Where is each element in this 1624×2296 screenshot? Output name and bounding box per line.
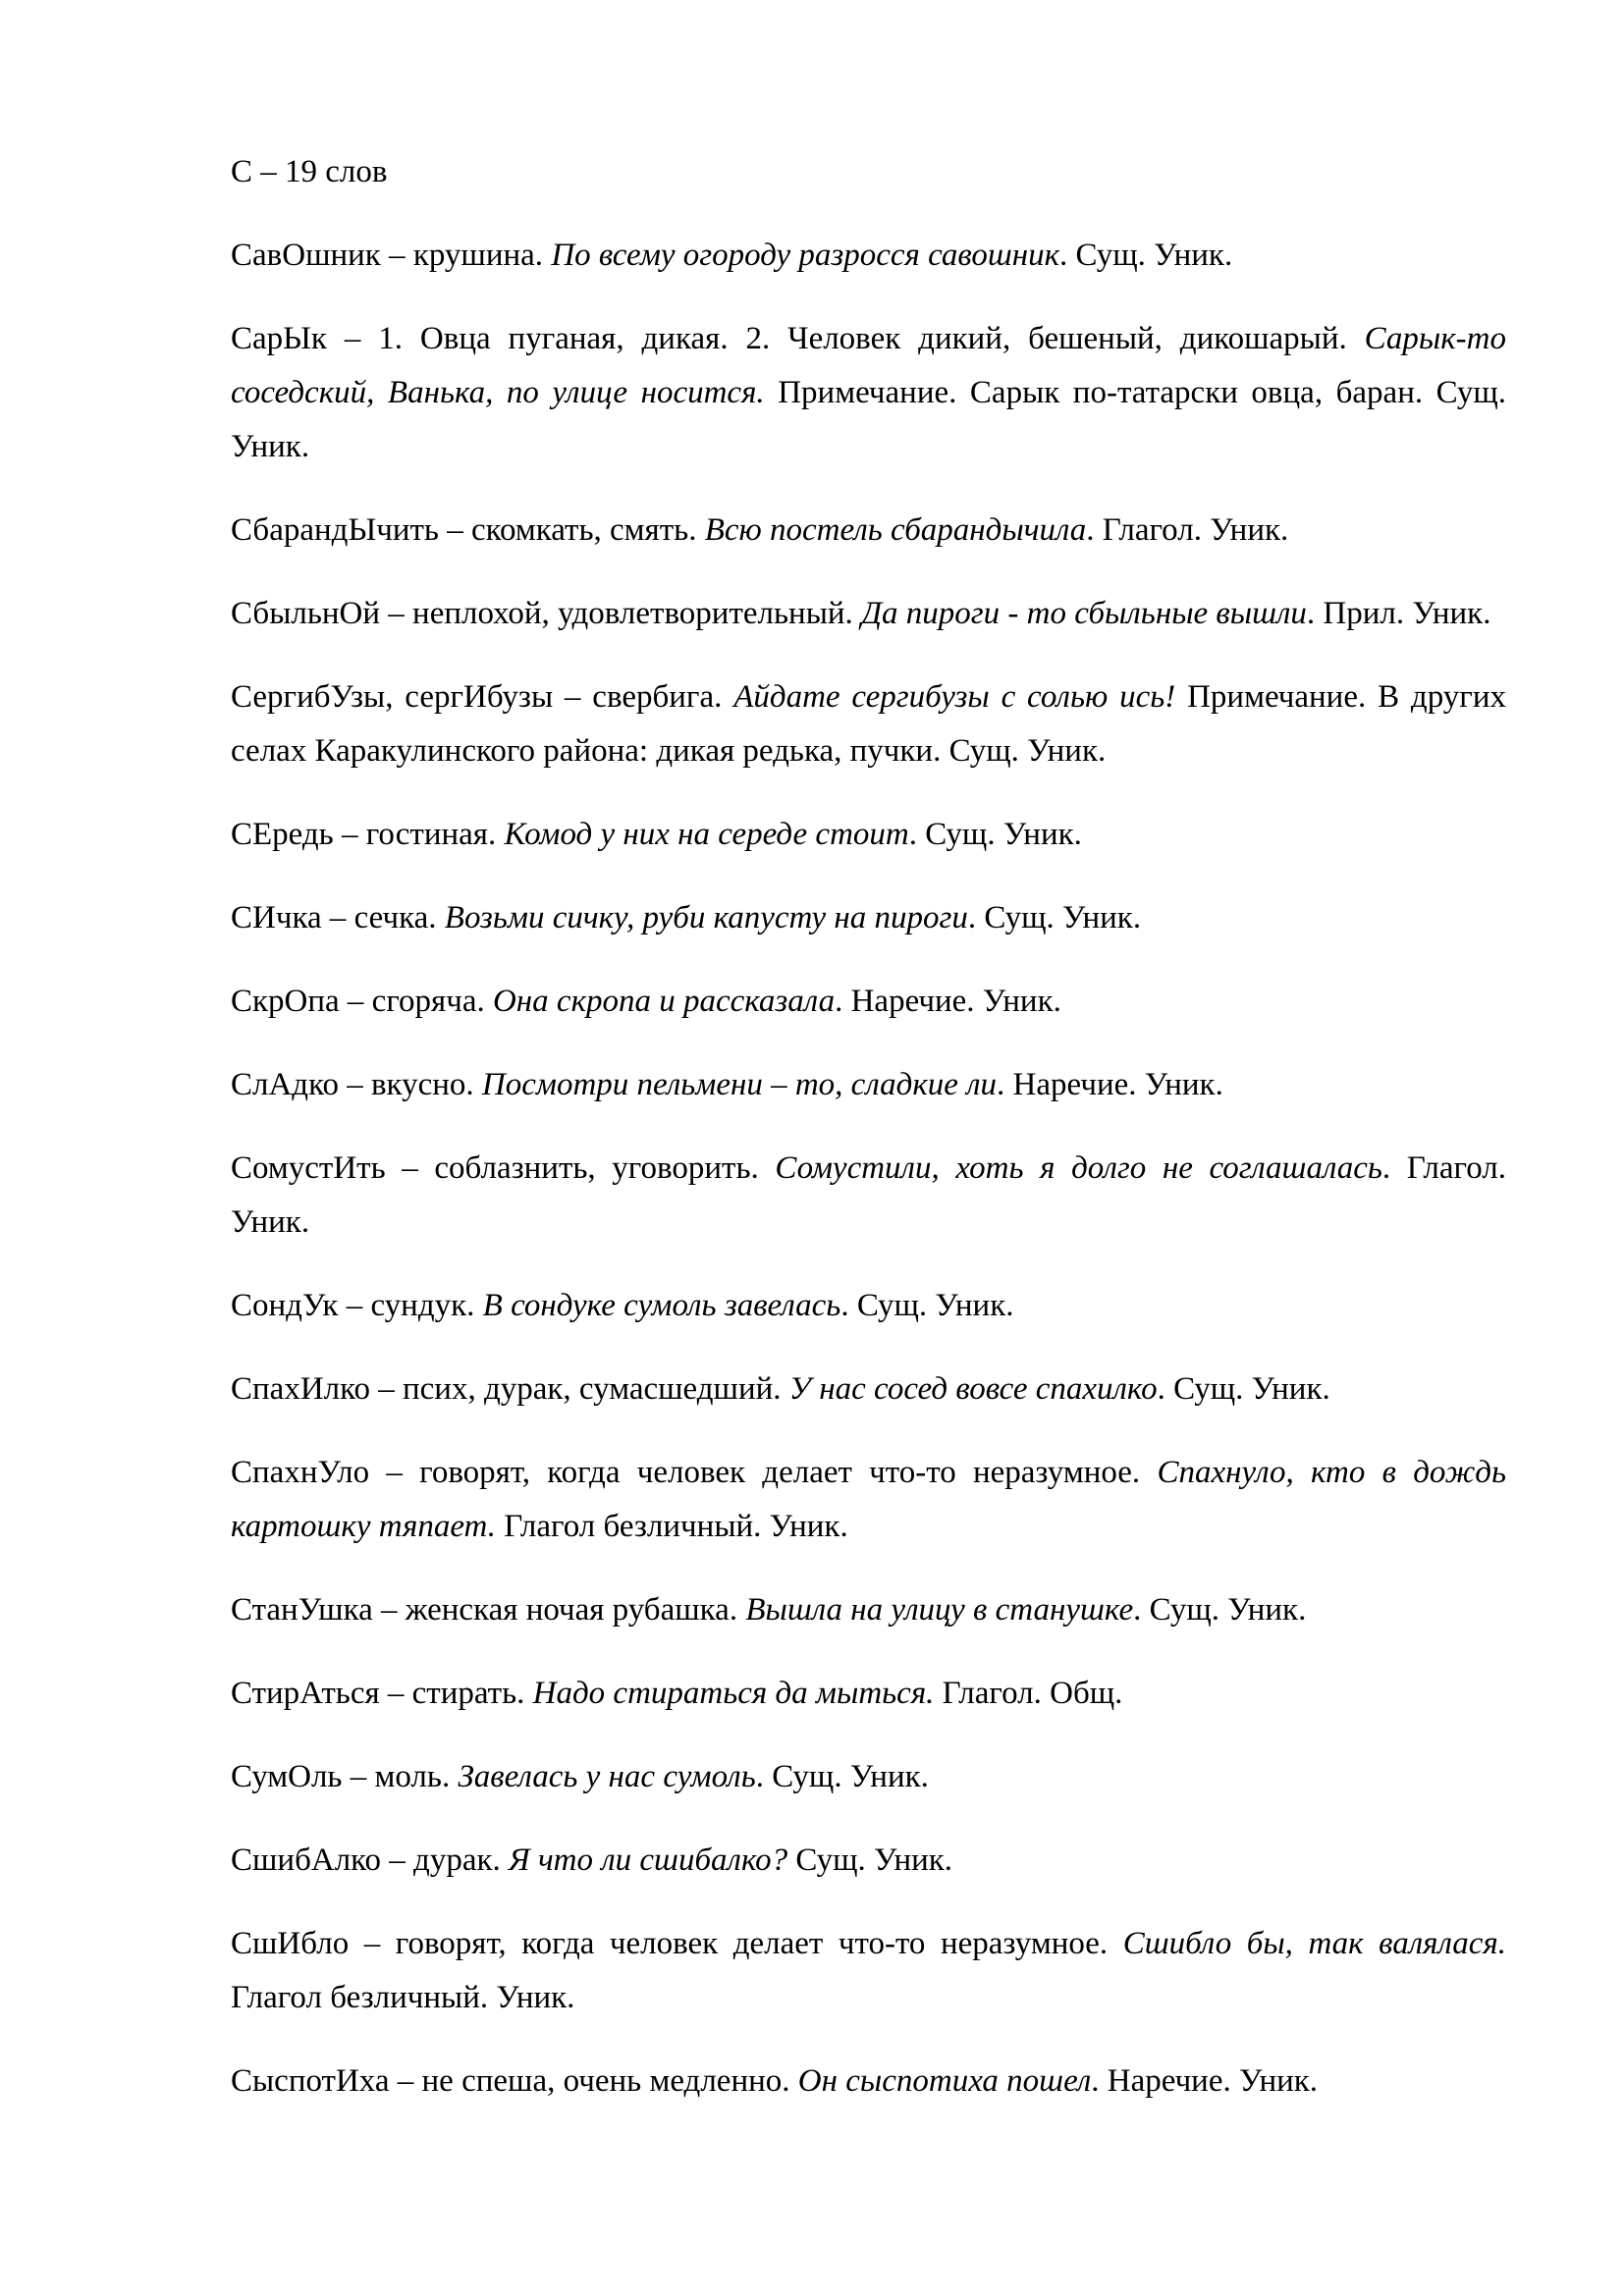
dictionary-entry (231, 1750, 1506, 1804)
entry-text: СергибУзы, сергИбузы – свербига. (231, 679, 734, 715)
entry-text: . Сущ. Уник. (755, 1759, 929, 1794)
entry-text: . Сущ. Уник. (967, 900, 1142, 935)
entry-text: СпахИлко – псих, дурак, сумасшедший. (231, 1371, 789, 1407)
entry-example-italic: Айдате сергибузы с солью ись! (733, 679, 1176, 715)
entry-text: СавОшник – крушина. (231, 238, 552, 273)
entry-example-italic: Да пироги - то сбыльные вышли (861, 596, 1307, 631)
entry-text: СтирАться – стирать. (231, 1676, 533, 1711)
entry-text: СИчка – сечка. (231, 900, 445, 935)
entry-example-italic: Сомустили, хоть я долго не соглашалась (775, 1150, 1382, 1186)
dictionary-entry (231, 1667, 1506, 1721)
entry-text: СшибАлко – дурак. (231, 1842, 509, 1878)
entry-text: Глагол безличный. Уник. (496, 1509, 848, 1544)
entry-example-italic: По всему огороду разросся савошник (551, 238, 1060, 273)
entry-text: . Глагол. Уник. (1086, 512, 1289, 548)
entry-text: . Наречие. Уник. (1091, 2063, 1319, 2099)
entry-text: Глагол. Общ. (934, 1676, 1123, 1711)
entry-text: СЕредь – гостиная. (231, 817, 505, 852)
entry-text: . Сущ. Уник. (840, 1288, 1014, 1323)
dictionary-entry (231, 1142, 1506, 1250)
dictionary-entry (231, 229, 1506, 283)
entry-text: . Сущ. Уник. (1157, 1371, 1330, 1407)
dictionary-entry (231, 808, 1506, 862)
dictionary-entry (231, 587, 1506, 641)
entry-example-italic: Я что ли сшибалко? (509, 1842, 788, 1878)
entries-list (231, 229, 1506, 2109)
entry-example-italic: У нас сосед вовсе спахилко (788, 1371, 1158, 1407)
page-title: С – 19 слов (231, 154, 388, 189)
entry-example-italic: Всю постель сбарандычила (704, 512, 1087, 548)
entry-example-italic: Возьми сичку, руби капусту на пироги (444, 900, 968, 935)
dictionary-entry (231, 1917, 1506, 2025)
dictionary-entry (231, 1583, 1506, 1637)
dictionary-entry (231, 504, 1506, 558)
dictionary-entry (231, 1058, 1506, 1112)
entry-example-italic: Надо стираться да мыться. (532, 1676, 935, 1711)
entry-example-italic: Посмотри пельмени – то, сладкие ли (481, 1067, 998, 1102)
entry-example-italic: Комод у них на середе стоит (504, 817, 909, 852)
entry-text: . Глагол. Уник. (231, 1150, 1506, 1240)
entry-text: СшИбло – говорят, когда человек делает что-то неразумное. (231, 1926, 1123, 1961)
entry-text: Глагол безличный. Уник. (231, 1980, 575, 2015)
entry-text: СлАдко – вкусно. (231, 1067, 482, 1102)
dictionary-entry (231, 312, 1506, 474)
entry-text: . Наречие. Уник. (835, 984, 1061, 1019)
entry-text: СбарандЫчить – скомкать, смять. (231, 512, 705, 548)
entry-text: СкрОпа – сгоряча. (231, 984, 493, 1019)
entry-text: СпахнУло – говорят, когда человек делает что-то неразумное. (231, 1455, 1158, 1490)
entry-text: СтанУшка – женская ночая рубашка. (231, 1592, 746, 1628)
dictionary-entry (231, 1362, 1506, 1416)
entry-text: . Сущ. Уник. (1133, 1592, 1307, 1628)
entry-text: Сущ. Уник. (787, 1842, 953, 1878)
entry-example-italic: Сарык-то соседский, Ванька, по улице носится. (231, 321, 1506, 410)
entry-text: Примечание. Сарык по-татарски овца, баран. Сущ. Уник. (231, 375, 1506, 464)
dictionary-entry (231, 975, 1506, 1029)
entry-example-italic: Спахнуло, кто в дождь картошку тяпает. (231, 1455, 1506, 1544)
entry-text: . Прил. Уник. (1306, 596, 1491, 631)
entry-text: СарЫк – 1. Овца пуганая, дикая. 2. Человек дикий, бешеный, дикошарый. (231, 321, 1365, 356)
entry-example-italic: В сондуке сумоль завелась (482, 1288, 841, 1323)
entry-text: СбыльнОй – неплохой, удовлетворительный. (231, 596, 862, 631)
entry-text: СомустИть – соблазнить, уговорить. (231, 1150, 776, 1186)
entry-example-italic: Он сыспотиха пошел (797, 2063, 1092, 2099)
entry-text: СондУк – сундук. (231, 1288, 483, 1323)
entry-text: Примечание. В других селах Каракулинского района: дикая редька, пучки. Сущ. Уник. (231, 679, 1506, 769)
dictionary-entry (231, 670, 1506, 778)
entry-example-italic: Вышла на улицу в станушке (745, 1592, 1134, 1628)
entry-text: . Наречие. Уник. (997, 1067, 1223, 1102)
entry-text: . Сущ. Уник. (1059, 238, 1233, 273)
entry-example-italic: Завелась у нас сумоль (458, 1759, 756, 1794)
dictionary-entry (231, 1279, 1506, 1333)
entry-text: СыспотИха – не спеша, очень медленно. (231, 2063, 798, 2099)
dictionary-entry (231, 1446, 1506, 1554)
dictionary-entry (231, 891, 1506, 945)
entry-text: СумОль – моль. (231, 1759, 459, 1794)
entry-example-italic: Она скропа и рассказала (492, 984, 836, 1019)
entry-text: . Сущ. Уник. (908, 817, 1082, 852)
dictionary-entry (231, 1834, 1506, 1888)
dictionary-entry (231, 2055, 1506, 2109)
entry-example-italic: Сшибло бы, так валялася. (1122, 1926, 1506, 1961)
